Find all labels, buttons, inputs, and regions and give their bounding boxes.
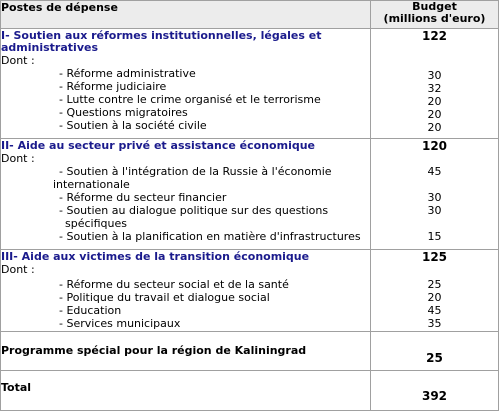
special-program-value: 25 bbox=[426, 351, 443, 365]
section-label-cell bbox=[1, 29, 371, 139]
section-values-cell bbox=[371, 139, 499, 250]
dont-label: Dont : bbox=[1, 54, 35, 67]
section-total: 120 bbox=[421, 139, 448, 153]
special-row bbox=[1, 332, 499, 371]
list-item: - Soutien au dialogue politique sur des questions bbox=[59, 204, 329, 217]
item-value: 45 bbox=[427, 165, 442, 178]
list-item-continuation: spécifiques bbox=[65, 217, 127, 230]
item-value: 30 bbox=[427, 191, 442, 204]
total-label: Total bbox=[1, 381, 32, 394]
item-value: 20 bbox=[427, 121, 442, 134]
list-item: - Services municipaux bbox=[59, 317, 181, 330]
list-item: - Réforme administrative bbox=[59, 67, 196, 80]
section-total: 122 bbox=[421, 29, 448, 43]
list-item-continuation: internationale bbox=[53, 178, 130, 191]
special-label-cell bbox=[1, 332, 371, 371]
item-value: 30 bbox=[427, 69, 442, 82]
special-value-cell bbox=[371, 332, 499, 371]
section-row bbox=[1, 250, 499, 332]
header-expense-items: Postes de dépense bbox=[1, 1, 371, 29]
item-value: 15 bbox=[427, 230, 442, 243]
header-row bbox=[1, 1, 499, 29]
item-value: 25 bbox=[427, 278, 442, 291]
section-title: III- Aide aux victimes de la transition économique bbox=[1, 250, 310, 263]
list-item: - Soutien à la société civile bbox=[59, 119, 207, 132]
total-value-cell bbox=[371, 371, 499, 411]
section-title: I- Soutien aux réformes institutionnelles, légales et administratives bbox=[1, 29, 322, 54]
list-item: - Soutien à la planification en matière d'infrastructures bbox=[59, 230, 361, 243]
section-label-cell bbox=[1, 139, 371, 250]
section-row bbox=[1, 29, 499, 139]
list-item: - Lutte contre le crime organisé et le terrorisme bbox=[59, 93, 321, 106]
item-value: 30 bbox=[427, 204, 442, 217]
section-label-cell bbox=[1, 250, 371, 332]
section-title: II- Aide au secteur privé et assistance économique bbox=[1, 139, 316, 152]
section-values-cell bbox=[371, 29, 499, 139]
list-item: - Réforme judiciaire bbox=[59, 80, 167, 93]
list-item: - Réforme du secteur financier bbox=[59, 191, 227, 204]
item-value: 32 bbox=[427, 82, 442, 95]
item-value: 35 bbox=[427, 317, 442, 330]
special-program-label: Programme spécial pour la région de Kaliningrad bbox=[1, 343, 307, 357]
header-budget bbox=[371, 1, 499, 29]
list-item: - Réforme du secteur social et de la santé bbox=[59, 278, 289, 291]
list-item: - Questions migratoires bbox=[59, 106, 188, 119]
total-label-cell bbox=[1, 371, 371, 411]
header-budget-line1: Budget bbox=[412, 0, 457, 13]
list-item: - Soutien à l'intégration de la Russie à l'économie bbox=[59, 165, 332, 178]
dont-label: Dont : bbox=[1, 263, 35, 276]
item-value: 20 bbox=[427, 95, 442, 108]
item-value: 20 bbox=[427, 291, 442, 304]
section-values-cell bbox=[371, 250, 499, 332]
total-value: 392 bbox=[421, 389, 448, 403]
total-row bbox=[1, 371, 499, 411]
section-row bbox=[1, 139, 499, 250]
section-total: 125 bbox=[421, 250, 448, 264]
dont-label: Dont : bbox=[1, 152, 35, 165]
list-item: - Education bbox=[59, 304, 122, 317]
item-value: 45 bbox=[427, 304, 442, 317]
list-item: - Politique du travail et dialogue social bbox=[59, 291, 270, 304]
header-budget-line2: (millions d'euro) bbox=[383, 12, 486, 25]
item-value: 20 bbox=[427, 108, 442, 121]
